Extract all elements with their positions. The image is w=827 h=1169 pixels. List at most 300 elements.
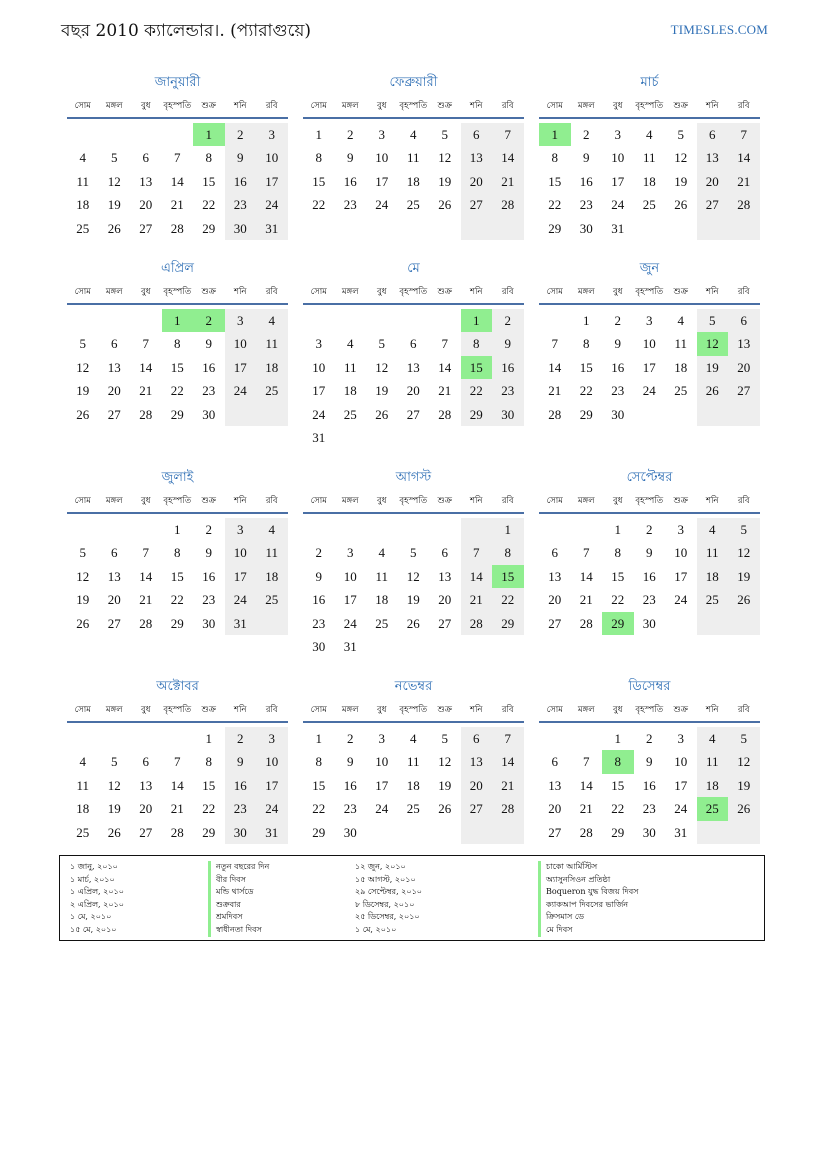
day-cell[interactable]: 15 bbox=[202, 777, 216, 793]
day-cell[interactable]: 25 bbox=[76, 220, 90, 236]
holiday-day-cell[interactable]: 1 bbox=[193, 123, 225, 146]
day-cell[interactable]: 24 bbox=[225, 379, 257, 402]
day-cell[interactable]: 26 bbox=[697, 379, 729, 402]
day-cell[interactable]: 30 bbox=[642, 615, 656, 631]
day-cell[interactable]: 17 bbox=[611, 173, 625, 189]
day-cell[interactable]: 25 bbox=[256, 379, 288, 402]
day-cell[interactable]: 18 bbox=[406, 777, 420, 793]
day-cell[interactable]: 14 bbox=[139, 359, 153, 375]
day-cell[interactable]: 11 bbox=[76, 777, 90, 793]
day-cell[interactable]: 29 bbox=[579, 406, 593, 422]
day-cell[interactable]: 10 bbox=[256, 146, 288, 169]
day-cell[interactable]: 1 bbox=[492, 518, 524, 541]
day-cell[interactable]: 20 bbox=[139, 197, 153, 213]
day-cell[interactable]: 16 bbox=[343, 173, 357, 189]
holiday-day-cell[interactable]: 15 bbox=[461, 356, 493, 379]
day-cell[interactable]: 13 bbox=[461, 750, 493, 773]
day-cell[interactable]: 30 bbox=[343, 824, 357, 840]
day-cell[interactable]: 3 bbox=[677, 731, 684, 746]
day-cell[interactable]: 31 bbox=[611, 220, 625, 236]
day-cell[interactable]: 21 bbox=[728, 170, 760, 193]
day-cell[interactable]: 3 bbox=[256, 123, 288, 146]
day-cell[interactable]: 4 bbox=[347, 336, 354, 352]
day-cell[interactable]: 16 bbox=[492, 356, 524, 379]
day-cell[interactable]: 22 bbox=[611, 592, 625, 608]
day-cell[interactable]: 13 bbox=[548, 777, 562, 793]
day-cell[interactable]: 23 bbox=[202, 592, 216, 608]
day-cell[interactable]: 2 bbox=[347, 731, 354, 746]
day-cell[interactable]: 30 bbox=[202, 615, 216, 631]
day-cell[interactable]: 1 bbox=[614, 731, 621, 746]
day-cell[interactable]: 5 bbox=[441, 731, 448, 746]
day-cell[interactable]: 11 bbox=[674, 336, 688, 352]
day-cell[interactable]: 10 bbox=[642, 336, 656, 352]
day-cell[interactable]: 23 bbox=[225, 193, 257, 216]
day-cell[interactable]: 7 bbox=[174, 150, 181, 166]
day-cell[interactable]: 30 bbox=[225, 217, 257, 240]
day-cell[interactable]: 12 bbox=[76, 568, 90, 584]
day-cell[interactable]: 24 bbox=[611, 197, 625, 213]
day-cell[interactable]: 6 bbox=[441, 545, 448, 561]
day-cell[interactable]: 12 bbox=[107, 173, 121, 189]
day-cell[interactable]: 26 bbox=[107, 824, 121, 840]
day-cell[interactable]: 22 bbox=[492, 588, 524, 611]
day-cell[interactable]: 20 bbox=[548, 592, 562, 608]
day-cell[interactable]: 17 bbox=[225, 356, 257, 379]
day-cell[interactable]: 23 bbox=[343, 801, 357, 817]
day-cell[interactable]: 17 bbox=[343, 592, 357, 608]
day-cell[interactable]: 9 bbox=[205, 336, 212, 352]
day-cell[interactable]: 24 bbox=[256, 797, 288, 820]
day-cell[interactable]: 8 bbox=[315, 150, 322, 166]
day-cell[interactable]: 8 bbox=[174, 336, 181, 352]
day-cell[interactable]: 9 bbox=[347, 754, 354, 770]
day-cell[interactable]: 15 bbox=[202, 173, 216, 189]
day-cell[interactable]: 3 bbox=[225, 309, 257, 332]
day-cell[interactable]: 6 bbox=[697, 123, 729, 146]
day-cell[interactable]: 21 bbox=[170, 197, 184, 213]
day-cell[interactable]: 10 bbox=[312, 359, 326, 375]
day-cell[interactable]: 18 bbox=[256, 565, 288, 588]
day-cell[interactable]: 4 bbox=[646, 127, 653, 142]
day-cell[interactable]: 15 bbox=[312, 777, 326, 793]
day-cell[interactable]: 5 bbox=[111, 754, 118, 770]
day-cell[interactable]: 16 bbox=[225, 774, 257, 797]
day-cell[interactable]: 28 bbox=[492, 193, 524, 216]
day-cell[interactable]: 8 bbox=[583, 336, 590, 352]
day-cell[interactable]: 5 bbox=[697, 309, 729, 332]
day-cell[interactable]: 27 bbox=[461, 797, 493, 820]
day-cell[interactable]: 15 bbox=[579, 359, 593, 375]
day-cell[interactable]: 26 bbox=[438, 801, 452, 817]
day-cell[interactable]: 17 bbox=[256, 170, 288, 193]
day-cell[interactable]: 20 bbox=[107, 383, 121, 399]
day-cell[interactable]: 28 bbox=[139, 406, 153, 422]
day-cell[interactable]: 18 bbox=[343, 383, 357, 399]
day-cell[interactable]: 2 bbox=[347, 127, 354, 142]
day-cell[interactable]: 28 bbox=[139, 615, 153, 631]
day-cell[interactable]: 15 bbox=[611, 568, 625, 584]
day-cell[interactable]: 27 bbox=[697, 193, 729, 216]
day-cell[interactable]: 14 bbox=[170, 173, 184, 189]
day-cell[interactable]: 23 bbox=[642, 592, 656, 608]
day-cell[interactable]: 24 bbox=[674, 801, 688, 817]
day-cell[interactable]: 29 bbox=[170, 406, 184, 422]
day-cell[interactable]: 30 bbox=[642, 824, 656, 840]
day-cell[interactable]: 20 bbox=[728, 356, 760, 379]
day-cell[interactable]: 7 bbox=[492, 727, 524, 750]
day-cell[interactable]: 29 bbox=[611, 824, 625, 840]
day-cell[interactable]: 6 bbox=[461, 727, 493, 750]
day-cell[interactable]: 14 bbox=[170, 777, 184, 793]
day-cell[interactable]: 26 bbox=[728, 588, 760, 611]
day-cell[interactable]: 11 bbox=[256, 332, 288, 355]
day-cell[interactable]: 27 bbox=[461, 193, 493, 216]
day-cell[interactable]: 9 bbox=[614, 336, 621, 352]
day-cell[interactable]: 14 bbox=[492, 146, 524, 169]
day-cell[interactable]: 11 bbox=[697, 541, 729, 564]
day-cell[interactable]: 21 bbox=[579, 801, 593, 817]
day-cell[interactable]: 19 bbox=[76, 592, 90, 608]
day-cell[interactable]: 25 bbox=[76, 824, 90, 840]
day-cell[interactable]: 2 bbox=[614, 313, 621, 328]
day-cell[interactable]: 23 bbox=[312, 615, 326, 631]
day-cell[interactable]: 10 bbox=[674, 754, 688, 770]
day-cell[interactable]: 14 bbox=[728, 146, 760, 169]
day-cell[interactable]: 22 bbox=[202, 197, 216, 213]
day-cell[interactable]: 13 bbox=[438, 568, 452, 584]
day-cell[interactable]: 18 bbox=[697, 774, 729, 797]
day-cell[interactable]: 11 bbox=[343, 359, 357, 375]
day-cell[interactable]: 8 bbox=[551, 150, 558, 166]
day-cell[interactable]: 18 bbox=[642, 173, 656, 189]
day-cell[interactable]: 23 bbox=[642, 801, 656, 817]
day-cell[interactable]: 19 bbox=[697, 356, 729, 379]
day-cell[interactable]: 19 bbox=[107, 801, 121, 817]
day-cell[interactable]: 27 bbox=[728, 379, 760, 402]
day-cell[interactable]: 4 bbox=[256, 309, 288, 332]
day-cell[interactable]: 23 bbox=[611, 383, 625, 399]
day-cell[interactable]: 5 bbox=[728, 518, 760, 541]
day-cell[interactable]: 24 bbox=[674, 592, 688, 608]
day-cell[interactable]: 3 bbox=[378, 127, 385, 142]
day-cell[interactable]: 20 bbox=[139, 801, 153, 817]
day-cell[interactable]: 7 bbox=[461, 541, 493, 564]
day-cell[interactable]: 23 bbox=[343, 197, 357, 213]
day-cell[interactable]: 29 bbox=[461, 403, 493, 426]
day-cell[interactable]: 4 bbox=[79, 150, 86, 166]
day-cell[interactable]: 7 bbox=[583, 545, 590, 561]
day-cell[interactable]: 7 bbox=[142, 336, 149, 352]
day-cell[interactable]: 5 bbox=[79, 336, 86, 352]
day-cell[interactable]: 7 bbox=[174, 754, 181, 770]
day-cell[interactable]: 14 bbox=[438, 359, 452, 375]
day-cell[interactable]: 5 bbox=[728, 727, 760, 750]
day-cell[interactable]: 11 bbox=[375, 568, 389, 584]
day-cell[interactable]: 6 bbox=[410, 336, 417, 352]
day-cell[interactable]: 23 bbox=[492, 379, 524, 402]
day-cell[interactable]: 8 bbox=[461, 332, 493, 355]
day-cell[interactable]: 27 bbox=[406, 406, 420, 422]
day-cell[interactable]: 2 bbox=[646, 731, 653, 746]
day-cell[interactable]: 28 bbox=[461, 612, 493, 635]
day-cell[interactable]: 22 bbox=[611, 801, 625, 817]
day-cell[interactable]: 23 bbox=[579, 197, 593, 213]
day-cell[interactable]: 30 bbox=[611, 406, 625, 422]
day-cell[interactable]: 30 bbox=[312, 639, 326, 654]
day-cell[interactable]: 7 bbox=[551, 336, 558, 352]
day-cell[interactable]: 9 bbox=[225, 146, 257, 169]
day-cell[interactable]: 1 bbox=[315, 127, 322, 142]
holiday-day-cell[interactable]: 1 bbox=[539, 123, 571, 146]
day-cell[interactable]: 24 bbox=[225, 588, 257, 611]
day-cell[interactable]: 4 bbox=[410, 127, 417, 142]
day-cell[interactable]: 13 bbox=[548, 568, 562, 584]
holiday-day-cell[interactable]: 29 bbox=[602, 612, 634, 635]
day-cell[interactable]: 27 bbox=[548, 824, 562, 840]
day-cell[interactable]: 15 bbox=[170, 568, 184, 584]
day-cell[interactable]: 25 bbox=[642, 197, 656, 213]
day-cell[interactable]: 20 bbox=[406, 383, 420, 399]
day-cell[interactable]: 9 bbox=[315, 568, 322, 584]
day-cell[interactable]: 2 bbox=[225, 123, 257, 146]
day-cell[interactable]: 19 bbox=[674, 173, 688, 189]
day-cell[interactable]: 24 bbox=[343, 615, 357, 631]
site-logo-text[interactable]: TIMESLES.COM bbox=[670, 22, 768, 37]
day-cell[interactable]: 10 bbox=[225, 332, 257, 355]
day-cell[interactable]: 16 bbox=[202, 359, 216, 375]
day-cell[interactable]: 11 bbox=[697, 750, 729, 773]
day-cell[interactable]: 18 bbox=[375, 592, 389, 608]
day-cell[interactable]: 14 bbox=[579, 568, 593, 584]
day-cell[interactable]: 5 bbox=[677, 127, 684, 142]
day-cell[interactable]: 29 bbox=[312, 824, 326, 840]
day-cell[interactable]: 21 bbox=[548, 383, 562, 399]
day-cell[interactable]: 24 bbox=[312, 406, 326, 422]
day-cell[interactable]: 16 bbox=[343, 777, 357, 793]
day-cell[interactable]: 8 bbox=[174, 545, 181, 561]
day-cell[interactable]: 7 bbox=[583, 754, 590, 770]
day-cell[interactable]: 1 bbox=[583, 313, 590, 328]
day-cell[interactable]: 9 bbox=[583, 150, 590, 166]
day-cell[interactable]: 8 bbox=[205, 754, 212, 770]
day-cell[interactable]: 12 bbox=[438, 754, 452, 770]
day-cell[interactable]: 6 bbox=[551, 545, 558, 561]
day-cell[interactable]: 10 bbox=[611, 150, 625, 166]
day-cell[interactable]: 22 bbox=[312, 197, 326, 213]
day-cell[interactable]: 3 bbox=[378, 731, 385, 746]
day-cell[interactable]: 13 bbox=[406, 359, 420, 375]
day-cell[interactable]: 12 bbox=[438, 150, 452, 166]
day-cell[interactable]: 22 bbox=[170, 383, 184, 399]
day-cell[interactable]: 27 bbox=[438, 615, 452, 631]
day-cell[interactable]: 28 bbox=[548, 406, 562, 422]
day-cell[interactable]: 15 bbox=[170, 359, 184, 375]
day-cell[interactable]: 25 bbox=[406, 197, 420, 213]
day-cell[interactable]: 28 bbox=[170, 220, 184, 236]
day-cell[interactable]: 15 bbox=[312, 173, 326, 189]
day-cell[interactable]: 25 bbox=[674, 383, 688, 399]
day-cell[interactable]: 19 bbox=[375, 383, 389, 399]
holiday-day-cell[interactable]: 12 bbox=[697, 332, 729, 355]
day-cell[interactable]: 11 bbox=[256, 541, 288, 564]
day-cell[interactable]: 31 bbox=[225, 612, 257, 635]
day-cell[interactable]: 17 bbox=[312, 383, 326, 399]
day-cell[interactable]: 21 bbox=[139, 592, 153, 608]
day-cell[interactable]: 17 bbox=[375, 173, 389, 189]
day-cell[interactable]: 10 bbox=[225, 541, 257, 564]
day-cell[interactable]: 29 bbox=[548, 220, 562, 236]
day-cell[interactable]: 1 bbox=[315, 731, 322, 746]
day-cell[interactable]: 7 bbox=[441, 336, 448, 352]
holiday-day-cell[interactable]: 25 bbox=[697, 797, 729, 820]
day-cell[interactable]: 22 bbox=[170, 592, 184, 608]
day-cell[interactable]: 3 bbox=[315, 336, 322, 352]
day-cell[interactable]: 28 bbox=[492, 797, 524, 820]
day-cell[interactable]: 27 bbox=[107, 406, 121, 422]
day-cell[interactable]: 20 bbox=[697, 170, 729, 193]
day-cell[interactable]: 5 bbox=[378, 336, 385, 352]
day-cell[interactable]: 19 bbox=[728, 565, 760, 588]
day-cell[interactable]: 18 bbox=[256, 356, 288, 379]
day-cell[interactable]: 18 bbox=[406, 173, 420, 189]
day-cell[interactable]: 31 bbox=[312, 430, 326, 445]
day-cell[interactable]: 23 bbox=[202, 383, 216, 399]
day-cell[interactable]: 28 bbox=[728, 193, 760, 216]
day-cell[interactable]: 2 bbox=[646, 522, 653, 537]
day-cell[interactable]: 3 bbox=[256, 727, 288, 750]
day-cell[interactable]: 9 bbox=[646, 545, 653, 561]
day-cell[interactable]: 10 bbox=[674, 545, 688, 561]
day-cell[interactable]: 6 bbox=[111, 336, 118, 352]
day-cell[interactable]: 13 bbox=[728, 332, 760, 355]
day-cell[interactable]: 14 bbox=[548, 359, 562, 375]
holiday-day-cell[interactable]: 15 bbox=[492, 565, 524, 588]
day-cell[interactable]: 29 bbox=[202, 824, 216, 840]
day-cell[interactable]: 25 bbox=[375, 615, 389, 631]
day-cell[interactable]: 15 bbox=[611, 777, 625, 793]
day-cell[interactable]: 11 bbox=[76, 173, 90, 189]
day-cell[interactable]: 16 bbox=[225, 170, 257, 193]
day-cell[interactable]: 10 bbox=[343, 568, 357, 584]
day-cell[interactable]: 17 bbox=[642, 359, 656, 375]
day-cell[interactable]: 3 bbox=[225, 518, 257, 541]
day-cell[interactable]: 4 bbox=[378, 545, 385, 561]
day-cell[interactable]: 19 bbox=[438, 777, 452, 793]
day-cell[interactable]: 21 bbox=[579, 592, 593, 608]
day-cell[interactable]: 16 bbox=[642, 568, 656, 584]
day-cell[interactable]: 26 bbox=[728, 797, 760, 820]
day-cell[interactable]: 16 bbox=[642, 777, 656, 793]
day-cell[interactable]: 25 bbox=[343, 406, 357, 422]
day-cell[interactable]: 6 bbox=[461, 123, 493, 146]
day-cell[interactable]: 22 bbox=[548, 197, 562, 213]
day-cell[interactable]: 25 bbox=[697, 588, 729, 611]
day-cell[interactable]: 16 bbox=[202, 568, 216, 584]
day-cell[interactable]: 12 bbox=[375, 359, 389, 375]
day-cell[interactable]: 22 bbox=[461, 379, 493, 402]
day-cell[interactable]: 24 bbox=[642, 383, 656, 399]
day-cell[interactable]: 8 bbox=[205, 150, 212, 166]
day-cell[interactable]: 9 bbox=[225, 750, 257, 773]
day-cell[interactable]: 19 bbox=[406, 592, 420, 608]
day-cell[interactable]: 13 bbox=[107, 359, 121, 375]
day-cell[interactable]: 28 bbox=[579, 824, 593, 840]
day-cell[interactable]: 2 bbox=[315, 545, 322, 561]
day-cell[interactable]: 25 bbox=[256, 588, 288, 611]
day-cell[interactable]: 3 bbox=[677, 522, 684, 537]
day-cell[interactable]: 16 bbox=[579, 173, 593, 189]
day-cell[interactable]: 4 bbox=[697, 727, 729, 750]
day-cell[interactable]: 3 bbox=[646, 313, 653, 328]
day-cell[interactable]: 7 bbox=[728, 123, 760, 146]
day-cell[interactable]: 29 bbox=[492, 612, 524, 635]
day-cell[interactable]: 31 bbox=[343, 639, 357, 654]
day-cell[interactable]: 19 bbox=[107, 197, 121, 213]
day-cell[interactable]: 28 bbox=[438, 406, 452, 422]
day-cell[interactable]: 6 bbox=[728, 309, 760, 332]
day-cell[interactable]: 16 bbox=[312, 592, 326, 608]
day-cell[interactable]: 28 bbox=[170, 824, 184, 840]
day-cell[interactable]: 6 bbox=[142, 150, 149, 166]
day-cell[interactable]: 12 bbox=[728, 750, 760, 773]
day-cell[interactable]: 26 bbox=[107, 220, 121, 236]
day-cell[interactable]: 26 bbox=[375, 406, 389, 422]
day-cell[interactable]: 18 bbox=[76, 801, 90, 817]
day-cell[interactable]: 11 bbox=[406, 150, 420, 166]
day-cell[interactable]: 13 bbox=[139, 777, 153, 793]
day-cell[interactable]: 3 bbox=[614, 127, 621, 142]
day-cell[interactable]: 14 bbox=[461, 565, 493, 588]
day-cell[interactable]: 31 bbox=[256, 217, 288, 240]
day-cell[interactable]: 1 bbox=[205, 731, 212, 746]
day-cell[interactable]: 31 bbox=[256, 821, 288, 844]
day-cell[interactable]: 21 bbox=[139, 383, 153, 399]
day-cell[interactable]: 17 bbox=[225, 565, 257, 588]
day-cell[interactable]: 17 bbox=[674, 568, 688, 584]
day-cell[interactable]: 14 bbox=[492, 750, 524, 773]
holiday-day-cell[interactable]: 1 bbox=[461, 309, 493, 332]
day-cell[interactable]: 12 bbox=[107, 777, 121, 793]
day-cell[interactable]: 6 bbox=[551, 754, 558, 770]
day-cell[interactable]: 17 bbox=[674, 777, 688, 793]
day-cell[interactable]: 10 bbox=[256, 750, 288, 773]
day-cell[interactable]: 2 bbox=[492, 309, 524, 332]
day-cell[interactable]: 26 bbox=[406, 615, 420, 631]
day-cell[interactable]: 27 bbox=[107, 615, 121, 631]
day-cell[interactable]: 28 bbox=[579, 615, 593, 631]
day-cell[interactable]: 21 bbox=[170, 801, 184, 817]
day-cell[interactable]: 4 bbox=[697, 518, 729, 541]
day-cell[interactable]: 5 bbox=[79, 545, 86, 561]
day-cell[interactable]: 13 bbox=[139, 173, 153, 189]
day-cell[interactable]: 9 bbox=[205, 545, 212, 561]
day-cell[interactable]: 4 bbox=[677, 313, 684, 328]
day-cell[interactable]: 20 bbox=[548, 801, 562, 817]
day-cell[interactable]: 13 bbox=[107, 568, 121, 584]
day-cell[interactable]: 31 bbox=[674, 824, 688, 840]
day-cell[interactable]: 20 bbox=[461, 774, 493, 797]
day-cell[interactable]: 5 bbox=[410, 545, 417, 561]
day-cell[interactable]: 26 bbox=[76, 406, 90, 422]
day-cell[interactable]: 30 bbox=[579, 220, 593, 236]
day-cell[interactable]: 27 bbox=[548, 615, 562, 631]
day-cell[interactable]: 5 bbox=[111, 150, 118, 166]
day-cell[interactable]: 4 bbox=[256, 518, 288, 541]
day-cell[interactable]: 21 bbox=[492, 170, 524, 193]
day-cell[interactable]: 26 bbox=[438, 197, 452, 213]
day-cell[interactable]: 10 bbox=[375, 150, 389, 166]
